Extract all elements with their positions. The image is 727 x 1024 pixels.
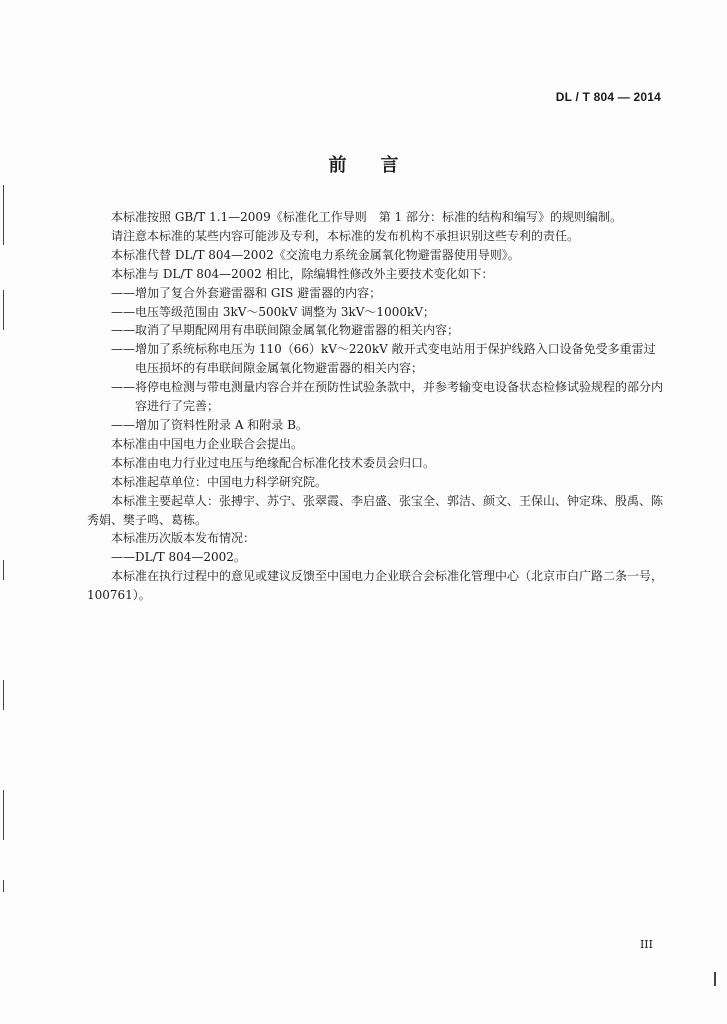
scan-edge-mark xyxy=(3,185,4,245)
change-item: ——增加了资料性附录 A 和附录 B。 xyxy=(111,417,308,432)
standard-code: DL / T 804 — 2014 xyxy=(555,90,661,104)
paragraph-administrator: 本标准由电力行业过电压与绝缘配合标准化技术委员会归口。 xyxy=(111,455,436,470)
paragraph-history-intro: 本标准历次版本发布情况： xyxy=(111,531,256,546)
scan-edge-mark xyxy=(3,790,4,840)
page-number: III xyxy=(639,938,653,951)
change-item: ——增加了复合外套避雷器和 GIS 避雷器的内容； xyxy=(111,285,382,300)
scan-edge-mark xyxy=(3,680,4,710)
paragraph-drafters: 本标准主要起草人：张搏宇、苏宁、张翠霞、李启盛、张宝全、郭洁、颜文、王保山、钟定珠、殷禹、陈秀娟、樊子鸣、葛栋。 xyxy=(87,493,664,527)
paragraph-replaces: 本标准代替 DL/T 804—2002《交流电力系统金属氧化物避雷器使用导则》。 xyxy=(111,247,520,262)
scan-edge-mark xyxy=(3,290,4,330)
page-title: 前言 xyxy=(328,155,433,176)
scan-edge-mark xyxy=(3,880,4,892)
paragraph-proposer: 本标准由中国电力企业联合会提出。 xyxy=(111,436,304,451)
history-item: ——DL/T 804—2002。 xyxy=(111,550,246,565)
paragraph-patent-notice: 请注意本标准的某些内容可能涉及专利，本标准的发布机构不承担识别这些专利的责任。 xyxy=(111,228,580,243)
change-item: ——将停电检测与带电测量内容合并在预防性试验条款中，并参考输变电设备状态检修试验规程的部分内容进行了完善； xyxy=(111,380,664,414)
preface-body xyxy=(87,208,663,605)
scan-edge-mark xyxy=(714,972,716,986)
paragraph-drafting-unit: 本标准起草单位：中国电力科学研究院。 xyxy=(111,474,328,489)
change-item: ——增加了系统标称电压为 110（66）kV～220kV 敞开式变电站用于保护线路入口设备免受多重雷过电压损坏的有串联间隙金属氧化物避雷器的相关内容； xyxy=(111,342,656,376)
paragraph-changes-intro: 本标准与 DL/T 804—2002 相比，除编辑性修改外主要技术变化如下： xyxy=(111,266,494,281)
scan-edge-mark xyxy=(3,560,4,580)
paragraph-drafting-rules: 本标准按照 GB/T 1.1—2009《标准化工作导则 第 1 部分：标准的结构和编写》的规则编制。 xyxy=(111,210,622,224)
paragraph-feedback: 本标准在执行过程中的意见或建议反馈至中国电力企业联合会标准化管理中心（北京市白广路二条一号，100761）。 xyxy=(87,569,664,603)
change-item: ——电压等级范围由 3kV～500kV 调整为 3kV～1000kV； xyxy=(111,304,435,319)
change-item: ——取消了早期配网用有串联间隙金属氧化物避雷器的相关内容； xyxy=(111,323,460,338)
